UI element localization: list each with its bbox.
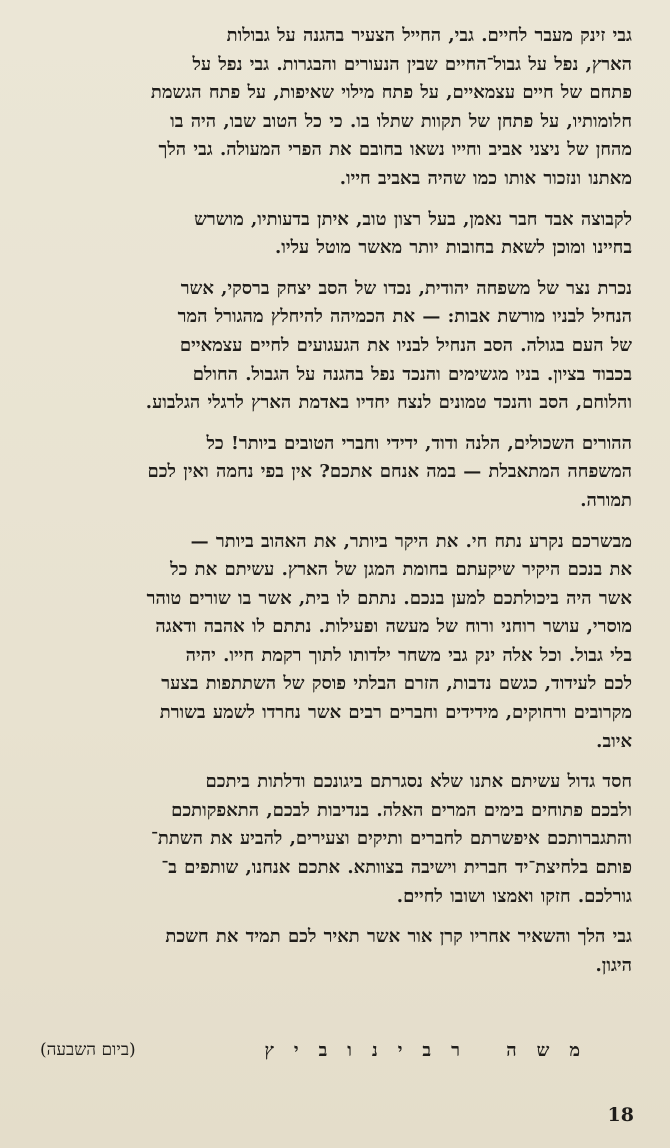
text-line: מאתנו ונזכור אותו כמו שהיה באביב חייו. xyxy=(339,167,632,189)
text-line: גורלכם. חזקו ואמצו ושובו לחיים. xyxy=(396,885,632,907)
text-line: והלוחם, הסב והנכד טמונים לנצח יחדיו באדמת הארץ לרגלי הגלבוע. xyxy=(145,392,632,414)
signature-date-note: (ביום השבעה) xyxy=(40,1040,136,1060)
paragraph-7 xyxy=(14,923,632,980)
paragraph-6 xyxy=(14,768,632,911)
text-line: לכם לעידוד, כגשם נדבות, הזרם הבלתי פוסק של השתתפות בצער xyxy=(161,673,632,695)
text-line: פותם בלחיצת־יד חברית וישיבה בצוותא. אתכם אנחנו, שותפים ב־ xyxy=(161,857,632,879)
text-line: אשר היה ביכולתכם למען בנכם. נתתם לו בית, אשר בו שורים טוהר xyxy=(146,587,632,609)
text-line: מקרובים ורחוקים, מידידים וחברים רבים אשר נחרדו לשמע בשורת xyxy=(159,702,632,724)
text-line: הארץ, נפל על גבול־החיים שבין הנעורים והבגרות. גבי נפל על xyxy=(192,53,632,75)
signature-row xyxy=(40,1040,600,1070)
paragraph-3 xyxy=(14,275,632,418)
text-line: מבשרכם נקרע נתח חי. את היקר ביותר, את האהוב ביותר — xyxy=(190,530,632,552)
text-line: ולבכם פתוחים בימים המרים האלה. בנדיבות לבכם, התאפקותכם xyxy=(171,799,632,821)
text-line: בלי גבול. וכל אלה ינק גבי משחר ילדותו לתוך רקמת חייו. יהיה xyxy=(185,644,632,666)
text-line: את בנכם היקיר שיקעתם בחומת המגן של הארץ. עשיתם את כל xyxy=(170,559,632,581)
text-line: גבי זינק מעבר לחיים. גבי, החייל הצעיר בהגנה על גבולות xyxy=(226,25,632,46)
text-line: של העם בגולה. הסב הנחיל לבניו את הגעגועים לחיים עצמאיים xyxy=(179,334,632,356)
paragraph-4 xyxy=(14,430,632,516)
text-line: חסד גדול עשיתם אתנו שלא נסגרתם ביגונכם ודלתות ביתכם xyxy=(205,771,632,793)
text-line: והתגברותכם איפשרתם לחברים ותיקים וצעירים, להביע את השתת־ xyxy=(150,828,632,850)
text-line: היגון. xyxy=(595,954,632,976)
text-line: פתחם של חיים עצמאיים, על פתח מילוי שאיפות, על פתח הגשמת xyxy=(150,82,632,104)
text-line: גבי הלך והשאיר אחריו קרן אור אשר תאיר לכם תמיד את חשכת xyxy=(165,926,632,948)
paragraph-2 xyxy=(14,206,632,263)
text-line: נכרת נצר של משפחה יהודית, נכדו של הסב יצחק ברסקי, אשר xyxy=(180,277,632,299)
text-line: מוסרי, עושר רוחני ורוח של מעשה ופעילות. נתתם לו אהבה ודאגה xyxy=(155,616,632,638)
text-line: תמורה. xyxy=(580,489,632,511)
text-line: איוב. xyxy=(596,730,632,752)
text-line: המשפחה המתאבלת — במה אנחם אתכם? אין בפי נחמה ואין לכם xyxy=(147,461,632,483)
paragraph-5 xyxy=(14,528,632,757)
text-line: מהחן של ניצני אביב וחייו נשאו בחובם את הפרי המעולה. גבי הלך xyxy=(158,139,632,161)
text-line: חלומותיו, על פתחן של תקוות שתלו בו. כי כל הטוב שבו, היה בו xyxy=(170,110,632,132)
paragraph-1 xyxy=(14,22,632,194)
text-line: בחיינו ומוכן לשאת בחובות יותר מאשר מוטל עליו. xyxy=(275,237,632,259)
text-line: בכבוד בציון. בניו מגשימים והנכד נפל בהגנה על הגבול. החולם xyxy=(192,363,632,385)
text-line: ההורים השכולים, הלנה ודוד, ידידי וחברי הטובים ביותר! כל xyxy=(206,432,632,454)
text-line: לקבוצה אבד חבר נאמן, בעל רצון טוב, איתן בדעותיו, מושרש xyxy=(194,208,632,230)
body-text xyxy=(14,22,632,992)
signature-name: משה רבינוביץ xyxy=(264,1040,600,1061)
text-line: הנחיל לבניו מורשת אבות: — את הכמיהה להיחלץ מהגורל המר xyxy=(177,306,632,328)
page-number: 18 xyxy=(607,1104,634,1126)
